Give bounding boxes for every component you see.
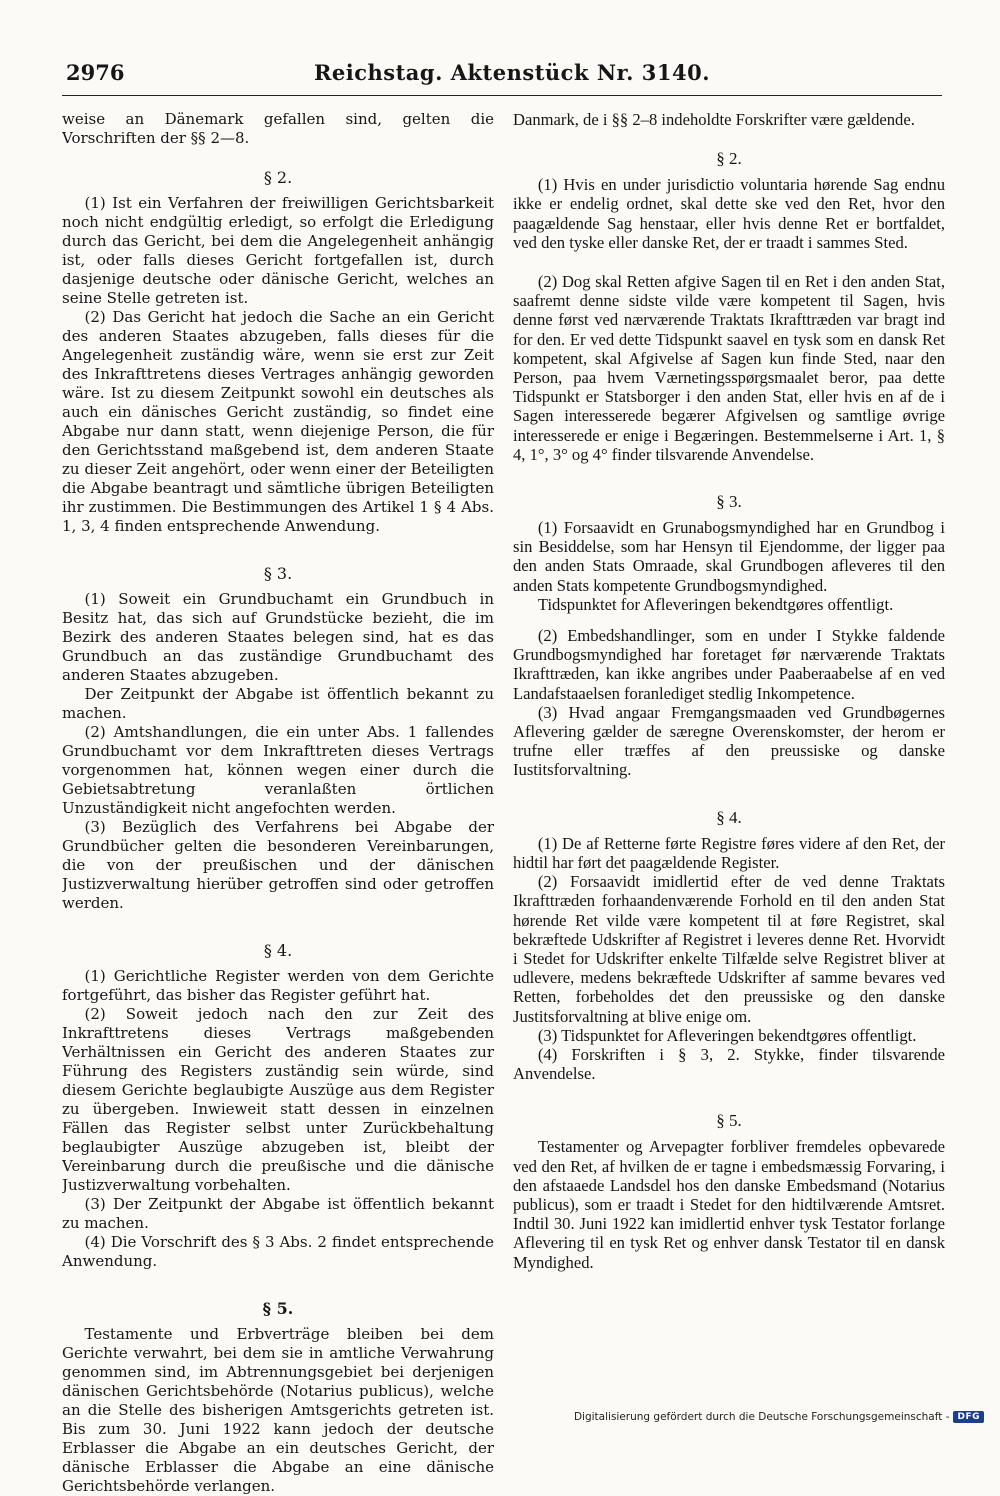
german-s4-paragraph-2: (2) Soweit jedoch nach den zur Zeit des Inkrafttretens dieses Vertrags maßgebenden Verhältnissen ein Gericht des anderen Staates zur Führung des Registers zuständig sein würde, sind diesem Gerichte beglaubigte Auszüge aus dem Register zu übergeben. Inwieweit statt dessen in einzelnen Fällen das Register selbst unter Zurückbehaltung beglaubigter Auszüge abzugeben ist, bleibt der Vereinbarung durch die preußische und die dänische Justizverwaltung vorbehalten.	[62, 1005, 494, 1194]
german-section-4-heading: § 4.	[263, 941, 293, 960]
german-s4-paragraph-4: (4) Die Vorschrift des § 3 Abs. 2 findet entsprechende Anwendung.	[62, 1233, 494, 1270]
danish-s2-paragraph-1: (1) Hvis en under jurisdictio voluntaria hørende Sag endnu ikke er endelig ordnet, skal dette ske ved den Ret, hvor den paagældende Sag henstaar, eller hvis denne Ret er bortfaldet, ved den tyske eller danske Ret, der er traadt i sammes Sted.	[513, 175, 945, 252]
german-column	[62, 110, 494, 1496]
digitization-footer	[574, 1408, 984, 1426]
header-rule	[62, 95, 942, 96]
danish-intro: Danmark, de i §§ 2–8 indeholdte Forskrifter være gældende.	[513, 110, 915, 129]
danish-s3-paragraph-1: (1) Forsaavidt en Grunabogsmyndighed har en Grundbog i sin Besiddelse, som har Hensyn til Ejendomme, der ligger paa den anden Stats Omraade, skal Grundbogen afleveres til den anden Stats kompetente Grundbogsmyndighed.	[513, 518, 945, 595]
dfg-logo: DFG	[953, 1411, 984, 1423]
german-section-5-heading: § 5.	[262, 1299, 294, 1318]
danish-s4-paragraph-3: (3) Tidspunktet for Afleveringen bekendtgøres offentligt.	[537, 1025, 917, 1045]
page-number: 2976	[66, 60, 125, 85]
danish-section-2-heading: § 2.	[716, 149, 742, 169]
danish-section-3-heading: § 3.	[716, 492, 742, 512]
danish-s3-paragraph-2: (2) Embedshandlinger, som en under I Stykke faldende Grundbogsmyndighed har foretaget før nærværende Traktats Ikrafttræden, kan ikke angribes under Paaberaabelse af en ved Landafstaaelsen foranlediget stedlig Inkompetence.	[513, 626, 945, 703]
german-s3-paragraph-1b: Der Zeitpunkt der Abgabe ist öffentlich bekannt zu machen.	[62, 685, 494, 722]
german-s5-paragraph-1: Testamente und Erbverträge bleiben bei dem Gerichte verwahrt, bei dem sie in amtliche Verwahrung genommen sind, im Abtrennungsgebiet bei derjenigen dänischen Gerichtsbehörde (Notarius publicus), welche an die Stelle des bisherigen Amtsgerichts getreten ist. Bis zum 30. Juni 1922 kann jedoch der deutsche Erblasser die Abgabe an ein deutsches Gericht, der dänische Erblasser die Abgabe an eine dänische Gerichtsbehörde verlangen.	[62, 1325, 494, 1495]
danish-s4-paragraph-2: (2) Forsaavidt imidlertid efter de ved denne Traktats Ikrafttræden forhaandenværende Forhold en til den anden Stat hørende Ret vilde være kompetent til at føre Registret, skal bekræftede Udskrifter af Registret i leveres denne Ret. Hvorvidt i Stedet for Udskrifter enkelte Tilfælde selve Registret bliver at udlevere, medens bekræftede Udskrifter af samme bevares ved Retten, forbeholdes det den preussiske og den danske Justitsforvaltning at blive enige om.	[513, 872, 945, 1026]
danish-column	[513, 110, 945, 1272]
german-s4-paragraph-1: (1) Gerichtliche Register werden von dem Gerichte fortgeführt, das bisher das Register geführt hat.	[62, 967, 494, 1004]
danish-s5-paragraph-1: Testamenter og Arvepagter forbliver fremdeles opbevarede ved den Ret, af hvilken de er tagne i embedsmæssig Forvaring, i den afstaaede Landsdel hos den danske Embedsmand (Notarius publicus), som er traadt i Stedet for den hidtilværende Amtsret. Indtil 30. Juni 1922 kan imidlertid enhver tysk Testator forlange Aflevering til en tysk Ret og enhver dansk Testator til en dansk Myndighed.	[513, 1137, 945, 1272]
danish-section-5-heading: § 5.	[716, 1111, 742, 1131]
footer-text: Digitalisierung gefördert durch die Deutsche Forschungsgemeinschaft -	[573, 1411, 950, 1423]
danish-s4-paragraph-4: (4) Forskriften i § 3, 2. Stykke, finder tilsvarende Anvendelse.	[513, 1044, 945, 1084]
german-s3-paragraph-2: (2) Amtshandlungen, die ein unter Abs. 1 fallendes Grundbuchamt vor dem Inkrafttreten dieses Vertrags vorgenommen hat, können wegen einer durch die Gebietsabtretung veranlaßten örtlichen Unzuständigkeit nicht angefochten werden.	[62, 723, 494, 817]
page-header	[62, 56, 942, 90]
danish-s4-paragraph-1: (1) De af Retterne førte Registre føres videre af den Ret, der hidtil har ført det paagældende Register.	[513, 833, 945, 872]
german-s2-paragraph-1: (1) Ist ein Verfahren der freiwilligen Gerichtsbarkeit noch nicht endgültig erledigt, so erfolgt die Erledigung durch das Gericht, bei dem die Angelegenheit anhängig ist, oder falls dieses Gericht fortgefallen ist, durch dasjenige deutsche oder dänische Gericht, welches an seine Stelle getreten ist.	[62, 194, 494, 307]
running-title: Reichstag. Aktenstück Nr. 3140.	[313, 60, 711, 85]
german-section-3-heading: § 3.	[263, 564, 293, 583]
german-s4-paragraph-3: (3) Der Zeitpunkt der Abgabe ist öffentlich bekannt zu machen.	[62, 1195, 494, 1232]
german-s2-paragraph-2: (2) Das Gericht hat jedoch die Sache an ein Gericht des anderen Staates abzugeben, falls dieses für die Angelegenheit zuständig wäre, wenn sie erst zur Zeit des Inkrafttretens dieses Vertrages anhängig geworden wäre. Ist zu diesem Zeitpunkt sowohl ein deutsches als auch ein dänisches Gericht zuständig, so findet eine Abgabe nur dann statt, wenn diejenige Person, die für den Gerichtsstand maßgebend ist, dem anderen Staate zu dieser Zeit angehört, oder wenn einer der Beteiligten die Abgabe beantragt und sämtliche übrigen Beteiligten ihr zustimmen. Die Bestimmungen des Artikel 1 § 4 Abs. 1, 3, 4 finden entsprechende Anwendung.	[62, 308, 494, 535]
danish-s3-paragraph-3: (3) Hvad angaar Fremgangsmaaden ved Grundbøgernes Aflevering gælder de særegne Overenskomster, der herom er trufne eller træffes af den preussiske og danske Iustitsforvaltning.	[513, 702, 945, 780]
german-intro: weise an Dänemark gefallen sind, gelten die Vorschriften der §§ 2—8.	[62, 110, 494, 147]
danish-section-4-heading: § 4.	[716, 807, 742, 827]
german-s3-paragraph-1: (1) Soweit ein Grundbuchamt ein Grundbuch in Besitz hat, das sich auf Grundstücke bezieht, die im Bezirk des anderen Staates belegen sind, hat es das Grundbuch an das zuständige Grundbuchamt des anderen Staates abzugeben.	[62, 590, 494, 684]
german-s3-paragraph-3: (3) Bezüglich des Verfahrens bei Abgabe der Grundbücher gelten die besonderen Vereinbarungen, die von der preußischen und der dänischen Justizverwaltung hierüber getroffen sind oder getroffen werden.	[62, 818, 494, 912]
danish-s3-paragraph-1b: Tidspunktet for Afleveringen bekendtgøres offentligt.	[537, 594, 894, 614]
danish-s2-paragraph-2: (2) Dog skal Retten afgive Sagen til en Ret i den anden Stat, saafremt denne sidste vilde være kompetent til Sagen, hvis denne først ved nærværende Traktats Ikrafttræden var bragt ind for den. Er ved dette Tidspunkt saavel en tysk som en dansk Ret kompetent, skal Afgivelse af Sagen kun finde Sted, naar den Person, paa hvem Værnetingsspørgsmaalet beror, paa dette Tidspunkt er Statsborger i den anden Stat, eller hvis en af de i Sagen interesserede begærer Afgivelsen og samtlige øvrige interesserede er enige i Begæringen. Bestemmelserne i Art. 1, § 4, 1°, 3° og 4° finder tilsvarende Anvendelse.	[513, 272, 945, 464]
german-section-2-heading: § 2.	[263, 168, 293, 187]
